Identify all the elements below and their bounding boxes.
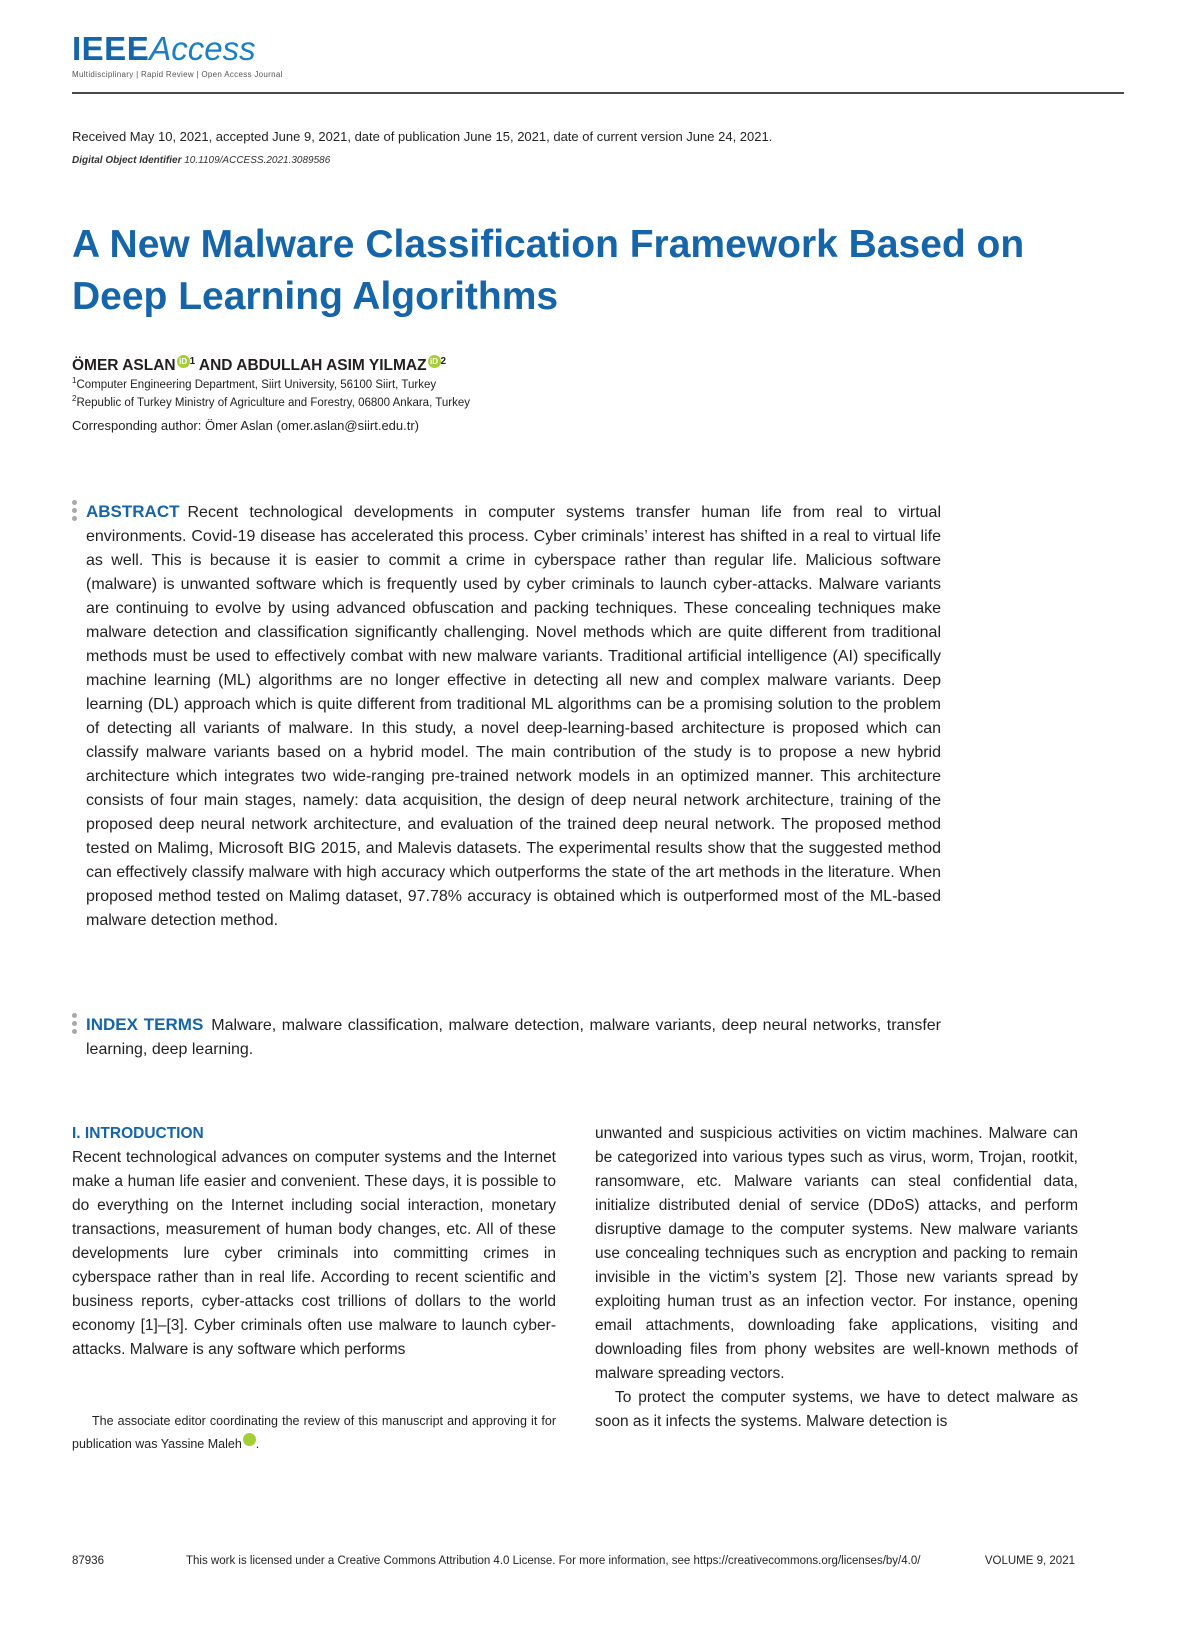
received-dates: Received May 10, 2021, accepted June 9, 2021, date of publication June 15, 2021, date of current version June 24, 2021.	[72, 129, 773, 144]
orcid-icon[interactable]: iD	[243, 1433, 256, 1446]
author-1: ÖMER ASLAN	[72, 357, 176, 374]
affiliation-2	[72, 394, 470, 409]
intro-paragraph: unwanted and suspicious activities on victim machines. Malware can be categorized into various types such as virus, worm, Trojan, rootkit, ransomware, etc. Malware variants can steal confidential data, initialize distributed denial of service (DDoS) attacks, and perform disruptive damage to the computer systems. New malware variants use concealing techniques such as encryption and packing to remain invisible in the victim’s system [2]. Those new variants spread by exploiting human trust as an infection vector. For instance, opening email attachments, downloading fake applications, visiting and downloading files from phony websites are well-known methods of malware spreading vectors.	[595, 1125, 1078, 1382]
corresponding-author: Corresponding author: Ömer Aslan (omer.aslan@siirt.edu.tr)	[72, 418, 420, 433]
affiliation-2-mark: 2	[72, 394, 77, 403]
orcid-icon[interactable]: iD	[428, 355, 441, 368]
intro-right-column	[595, 1122, 1078, 1434]
affiliation-1	[72, 376, 436, 391]
logo-ieee: IEEE	[72, 30, 150, 67]
affiliation-1-text: Computer Engineering Department, Siirt University, 56100 Siirt, Turkey	[76, 378, 437, 391]
volume-info: VOLUME 9, 2021	[984, 1555, 1075, 1567]
author-and: AND	[198, 357, 233, 374]
orcid-icon[interactable]: iD	[177, 355, 190, 368]
author-2: ABDULLAH ASIM YILMAZ	[236, 357, 427, 374]
header-divider	[72, 92, 1124, 94]
footnote-end: .	[255, 1437, 260, 1451]
journal-logo	[72, 30, 256, 68]
abstract-marker-icon	[72, 500, 80, 524]
logo-tagline: Multidisciplinary | Rapid Review | Open Access Journal	[72, 70, 283, 79]
footnote-text: The associate editor coordinating the review of this manuscript and approving it for publication was Yassine Maleh	[72, 1414, 556, 1451]
license-notice[interactable]: This work is licensed under a Creative Commons Attribution 4.0 License. For more information, see https://creativecommons.org/licenses/by/4.0/	[186, 1555, 921, 1567]
affiliation-2-text: Republic of Turkey Ministry of Agriculture and Forestry, 06800 Ankara, Turkey	[76, 396, 470, 409]
index-terms-marker-icon	[72, 1013, 80, 1037]
doi-value[interactable]: 10.1109/ACCESS.2021.3089586	[184, 155, 331, 166]
logo-access: Access	[149, 30, 256, 67]
abstract-label: ABSTRACT	[86, 502, 180, 521]
intro-paragraph: Recent technological advances on computer systems and the Internet make a human life easier and convenient. These days, it is possible to do everything on the Internet including social interaction, monetary transactions, measurement of human body changes, etc. All of these developments lure cyber criminals into committing crimes in cyberspace rather than in real life. According to recent scientific and business reports, cyber-attacks cost trillions of dollars to the world economy [1]–[3]. Cyber criminals often use malware to launch cyber-attacks. Malware is any software which performs	[72, 1149, 556, 1358]
editor-footnote	[72, 1410, 556, 1456]
index-terms-text: Malware, malware classification, malware detection, malware variants, deep neural networks, transfer learning, deep learning.	[86, 1017, 941, 1058]
index-terms-label: INDEX TERMS	[86, 1015, 204, 1034]
intro-paragraph: To protect the computer systems, we have to detect malware as soon as it infects the systems. Malware detection is	[595, 1389, 1078, 1430]
abstract-text: Recent technological developments in computer systems transfer human life from real to virtual environments. Covid-19 disease has accelerated this process. Cyber criminals’ interest has shifted in a real to virtual life as well. This is because it is easier to commit a crime in cyberspace rather than regular life. Malicious software (malware) is unwanted software which is frequently used by cyber criminals to launch cyber-attacks. Malware variants are continuing to evolve by using advanced obfuscation and packing techniques. These concealing techniques make malware detection and classification significantly challenging. Novel methods which are quite different from traditional methods must be used to effectively combat with new malware variants. Traditional artificial intelligence (AI) specifically machine learning (ML) algorithms are no longer effective in detecting all new and complex malware variants. Deep learning (DL) approach which is quite different from traditional ML algorithms can be a promising solution to the problem of detecting all variants of malware. In this study, a novel deep-learning-based architecture is proposed which can classify malware variants based on a hybrid model. The main contribution of the study is to propose a new hybrid architecture which integrates two wide-ranging pre-trained network models in an optimized manner. This architecture consists of four main stages, namely: data acquisition, the design of deep neural network architecture, training of the proposed deep neural network architecture, and evaluation of the trained deep neural network. The proposed method tested on Malimg, Microsoft BIG 2015, and Malevis datasets. The experimental results show that the suggested method can effectively classify malware with high accuracy which outperforms the state of the art methods in the literature. When proposed method tested on Malimg dataset, 97.78% accuracy is obtained which is outperformed most of the ML-based malware detection method.	[86, 504, 941, 929]
doi-label: Digital Object Identifier	[72, 155, 182, 166]
doi-line	[72, 155, 330, 166]
section-heading: I. INTRODUCTION	[72, 1125, 204, 1142]
intro-left-column	[72, 1122, 556, 1362]
author-line	[72, 355, 446, 375]
paper-title: A New Malware Classification Framework Based on Deep Learning Algorithms	[72, 223, 1025, 318]
affiliation-1-mark: 1	[72, 376, 77, 385]
author-2-affil: 2	[440, 355, 447, 367]
index-terms	[86, 1013, 941, 1062]
page-number: 87936	[72, 1555, 104, 1567]
abstract	[86, 500, 941, 933]
author-1-affil: 1	[189, 355, 196, 367]
